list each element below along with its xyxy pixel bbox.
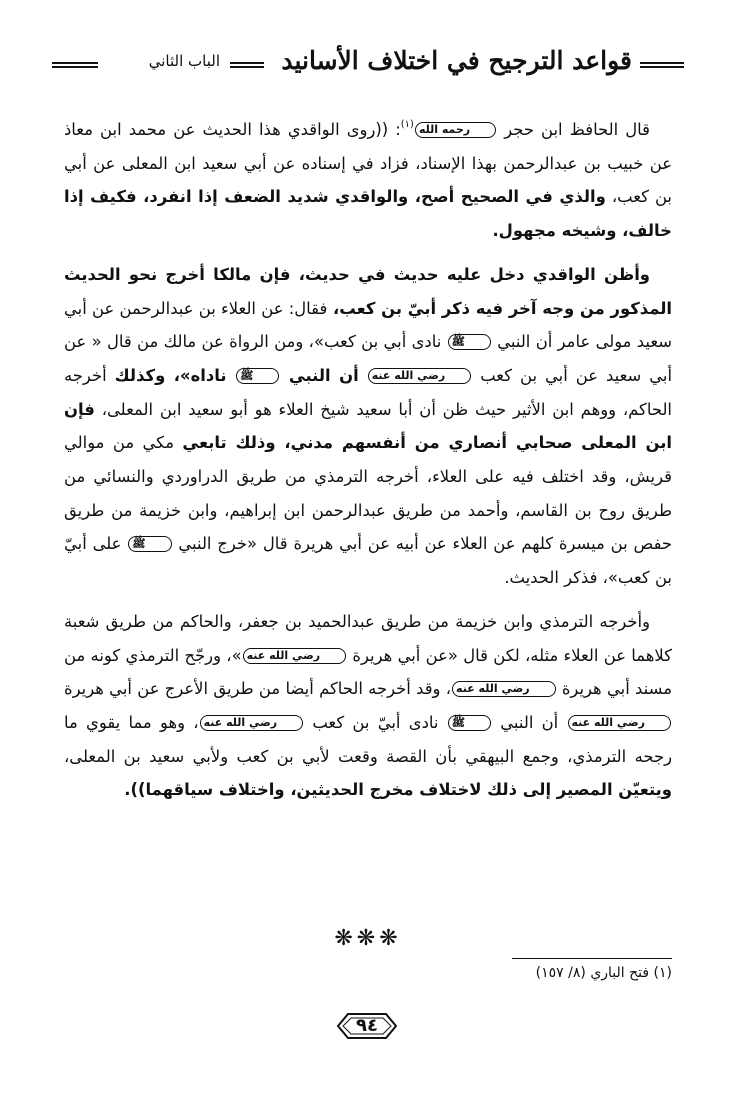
text-run: قال الحافظ ابن حجر — [497, 120, 650, 139]
text-run: ، وهو مما يقوي ما رجحه الترمذي، وجمع البيهقي بأن القصة وقعت لأبي بن كعب ولأبي سعيد بن المعلى، — [64, 712, 672, 766]
text-run: ، وقد أخرجه الحاكم أيضا من طريق الأعرج عن أبي هريرة — [64, 679, 452, 699]
text-run: أخرجه الحاكم، ووهم ابن الأثير حيث ظن أن أبا سعيد شيخ العلاء هو أبو سعيد ابن المعلى، — [64, 365, 672, 419]
honorific-mark: رضي الله عنه — [568, 715, 672, 731]
page-number: ٩٤ — [356, 1015, 378, 1036]
footnote: (١) فتح الباري (٨/ ١٥٧) — [535, 965, 672, 981]
paragraph-1 — [64, 108, 672, 248]
text-run: مكي من موالي قريش، وقد اختلف فيه على العلاء، أخرجه الترمذي من طريق الدراوردي والنسائي من طريق روح بن القاسم، وأحمد من طريق عبدالرحمن ابن إبراهيم، وابن خزيمة من طريق حفص بن ميسرة كلهم عن العلاء عن أبيه عن أبي هريرة قال «خرج النبي — [64, 433, 672, 554]
text-run: أن النبي — [492, 712, 567, 732]
honorific-mark: ﷺ — [128, 536, 171, 552]
header-rule-right — [640, 62, 684, 68]
footnote-reference[interactable]: (١) — [400, 119, 414, 130]
bold-text-run: ناداه»، وكذلك — [114, 365, 236, 385]
bold-text-run: فإن ابن المعلى صحابي أنصاري من أنفسهم مدني، وذلك تابعي — [64, 399, 672, 453]
text-run: وأخرجه الترمذي وابن خزيمة من طريق عبدالحميد بن جعفر، والحاكم من طريق شعبة كلاهما عن العلاء مثله، لكن قال «عن أبي هريرة — [64, 611, 672, 665]
bold-text-run: ويتعيّن المصير إلى ذلك لاختلاف مخرج الحديثين، واختلاف سياقهما)). — [124, 780, 672, 800]
paragraph-3 — [64, 605, 672, 807]
main-text — [64, 108, 672, 807]
honorific-mark: رضي الله عنه — [452, 681, 556, 697]
paragraph-2 — [64, 258, 672, 595]
text-run: على أبيّ بن كعب»، فذكر الحديث. — [64, 534, 672, 588]
text-run: : ((روى الواقدي هذا الحديث عن محمد ابن معاذ عن خبيب بن عبدالرحمن بهذا الإسناد، فزاد في إسناده عن أبي سعيد ابن المعلى عن أبي بن كعب، — [64, 120, 672, 207]
footnote-divider — [512, 958, 672, 959]
running-header — [52, 44, 684, 84]
honorific-mark: ﷺ — [448, 715, 491, 731]
book-title: قواعد الترجيح في اختلاف الأسانيد — [281, 46, 632, 75]
text-run: نادى أبيّ بن كعب — [304, 712, 447, 732]
honorific-mark: رحمه الله — [415, 122, 496, 138]
text-run — [359, 366, 367, 385]
section-separator: ❋❋❋ — [334, 926, 402, 951]
honorific-mark: رضي الله عنه — [243, 648, 347, 664]
honorific-mark: ﷺ — [448, 334, 491, 350]
bold-text-run: والذي في الصحيح أصح، والواقدي شديد الضعف إذا انفرد، فكيف إذا خالف، وشيخه مجهول. — [64, 187, 672, 241]
bold-text-run: أن النبي — [280, 365, 359, 385]
text-run: »، ورجّح الترمذي كونه من مسند أبي هريرة — [64, 645, 672, 699]
header-rule-middle — [230, 62, 264, 68]
chapter-label: الباب الثاني — [148, 52, 220, 70]
header-rule-left — [52, 62, 98, 68]
page-number-badge — [332, 1008, 402, 1044]
bold-text-run: وأظن الواقدي دخل عليه حديث في حديث، فإن مالكا أخرج نحو الحديث المذكور من وجه آخر فيه ذكر أبيّ بن كعب، — [64, 264, 673, 318]
honorific-mark: رضي الله عنه — [200, 715, 304, 731]
honorific-mark: رضي الله عنه — [368, 368, 472, 384]
text-run: فقال: عن العلاء بن عبدالرحمن عن أبي سعيد مولى عامر أن النبي — [64, 298, 672, 352]
honorific-mark: ﷺ — [236, 368, 279, 384]
text-run: نادى أبي بن كعب»، ومن الرواة عن مالك من قال « عن أبي سعيد عن أبي بن كعب — [64, 332, 673, 385]
